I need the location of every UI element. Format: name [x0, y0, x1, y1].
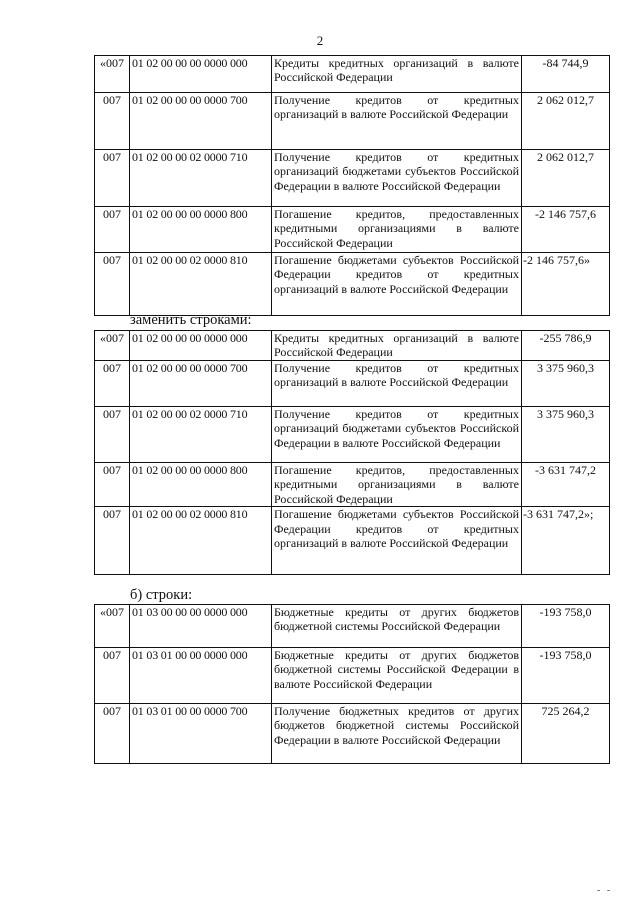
- amount-cell: -193 758,0: [522, 605, 610, 648]
- caption-section-b: б) строки:: [130, 587, 193, 603]
- table-row: [95, 150, 610, 207]
- budget-code-cell: 01 03 00 00 00 0000 000: [130, 605, 272, 648]
- item-name-cell: Бюджетные кредиты от других бюджетов бюджетной системы Российской Федерации в валюте Российской Федерации: [272, 648, 522, 704]
- amount-cell: 3 375 960,3: [522, 361, 610, 407]
- admin-code-cell: 007: [95, 207, 130, 253]
- amount-cell: 2 062 012,7: [522, 150, 610, 207]
- item-name-cell: Получение кредитов от кредитных организаций бюджетами субъектов Российской Федерации в валюте Российской Федерации: [272, 407, 522, 463]
- budget-code-cell: 01 03 01 00 00 0000 000: [130, 648, 272, 704]
- amount-cell: -84 744,9: [522, 56, 610, 93]
- budget-code-cell: 01 03 01 00 00 0000 700: [130, 704, 272, 764]
- admin-code-cell: 007: [95, 253, 130, 316]
- caption-replace-with-rows: заменить строками:: [130, 312, 252, 328]
- item-name-cell: Получение бюджетных кредитов от других бюджетов бюджетной системы Российской Федерации в валюте Российской Федерации: [272, 704, 522, 764]
- admin-code-cell: 007: [95, 507, 130, 575]
- table-row: [95, 407, 610, 463]
- admin-code-cell: 007: [95, 704, 130, 764]
- table-new-rows: [94, 330, 610, 575]
- table-row: [95, 648, 610, 704]
- table-row: [95, 507, 610, 575]
- budget-code-cell: 01 02 00 00 00 0000 000: [130, 56, 272, 93]
- table-row: [95, 331, 610, 361]
- budget-code-cell: 01 02 00 00 00 0000 700: [130, 361, 272, 407]
- item-name-cell: Получение кредитов от кредитных организаций бюджетами субъектов Российской Федерации в валюте Российской Федерации: [272, 150, 522, 207]
- budget-code-cell: 01 02 00 00 00 0000 000: [130, 331, 272, 361]
- table-row: [95, 605, 610, 648]
- table-row: [95, 361, 610, 407]
- amount-cell: 725 264,2: [522, 704, 610, 764]
- table-row: [95, 93, 610, 150]
- item-name-cell: Кредиты кредитных организаций в валюте Российской Федерации: [272, 56, 522, 93]
- item-name-cell: Погашение кредитов, предоставленных кредитными организациями в валюте Российской Федерации: [272, 463, 522, 507]
- budget-code-cell: 01 02 00 00 00 0000 800: [130, 463, 272, 507]
- amount-cell: -2 146 757,6»: [522, 253, 610, 316]
- table-row: [95, 253, 610, 316]
- admin-code-cell: 007: [95, 648, 130, 704]
- item-name-cell: Кредиты кредитных организаций в валюте Российской Федерации: [272, 331, 522, 361]
- admin-code-cell: 007: [95, 463, 130, 507]
- item-name-cell: Получение кредитов от кредитных организаций в валюте Российской Федерации: [272, 93, 522, 150]
- budget-code-cell: 01 02 00 00 02 0000 710: [130, 150, 272, 207]
- budget-code-cell: 01 02 00 00 02 0000 810: [130, 507, 272, 575]
- amount-cell: -3 631 747,2»;: [522, 507, 610, 575]
- amount-cell: 2 062 012,7: [522, 93, 610, 150]
- item-name-cell: Погашение бюджетами субъектов Российской Федерации кредитов от кредитных организаций в валюте Российской Федерации: [272, 253, 522, 316]
- budget-code-cell: 01 02 00 00 02 0000 810: [130, 253, 272, 316]
- admin-code-cell: 007: [95, 407, 130, 463]
- item-name-cell: Погашение бюджетами субъектов Российской Федерации кредитов от кредитных организаций в валюте Российской Федерации: [272, 507, 522, 575]
- admin-code-cell: 007: [95, 361, 130, 407]
- page-number: 2: [316, 33, 324, 48]
- table-row: [95, 207, 610, 253]
- budget-code-cell: 01 02 00 00 02 0000 710: [130, 407, 272, 463]
- admin-code-cell: «007: [95, 605, 130, 648]
- admin-code-cell: 007: [95, 150, 130, 207]
- item-name-cell: Бюджетные кредиты от других бюджетов бюджетной системы Российской Федерации: [272, 605, 522, 648]
- amount-cell: -193 758,0: [522, 648, 610, 704]
- amount-cell: -255 786,9: [522, 331, 610, 361]
- table-row: [95, 463, 610, 507]
- item-name-cell: Получение кредитов от кредитных организаций в валюте Российской Федерации: [272, 361, 522, 407]
- item-name-cell: Погашение кредитов, предоставленных кредитными организациями в валюте Российской Федерации: [272, 207, 522, 253]
- amount-cell: 3 375 960,3: [522, 407, 610, 463]
- budget-code-cell: 01 02 00 00 00 0000 800: [130, 207, 272, 253]
- admin-code-cell: 007: [95, 93, 130, 150]
- amount-cell: -3 631 747,2: [522, 463, 610, 507]
- budget-code-cell: 01 02 00 00 00 0000 700: [130, 93, 272, 150]
- admin-code-cell: «007: [95, 56, 130, 93]
- scan-corner-mark: - -: [597, 885, 613, 896]
- amount-cell: -2 146 757,6: [522, 207, 610, 253]
- table-old-rows: [94, 55, 610, 316]
- admin-code-cell: «007: [95, 331, 130, 361]
- table-row: [95, 56, 610, 93]
- table-section-b-rows: [94, 604, 610, 764]
- table-row: [95, 704, 610, 764]
